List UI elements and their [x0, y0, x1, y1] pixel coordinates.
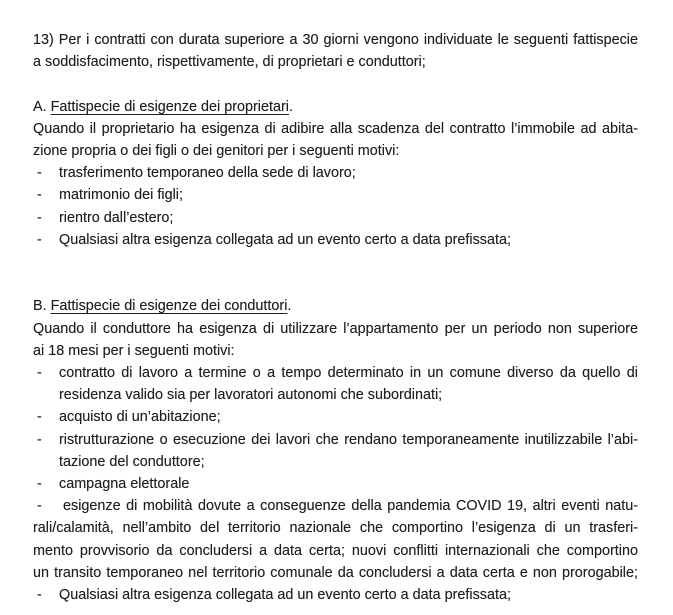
bullet-dash: -	[37, 231, 42, 248]
paragraph-line: 13) Per i contratti con durata superiore a 30 giorni vengono individuate le seguenti fattispecie	[33, 32, 638, 48]
document-content	[33, 29, 638, 606]
section-heading	[33, 96, 638, 118]
bullet-dash: -	[37, 365, 42, 382]
bullet-text: rientro dall’estero;	[59, 209, 174, 226]
paragraph-line: ai 18 mesi per i seguenti motivi:	[33, 342, 235, 359]
paragraph-gap	[33, 251, 638, 295]
paragraph-gap	[33, 73, 638, 95]
heading-period: .	[288, 98, 293, 115]
bullet-text: contratto di lavoro a termine o a tempo determinato in un comune diverso da quello di	[59, 365, 638, 382]
bullet-text: acquisto di un’abitazione;	[59, 409, 221, 426]
bullet-text: ristrutturazione o esecuzione dei lavori che rendano temporaneamente inutilizzabile l’abi-	[59, 431, 638, 448]
bullet-item	[33, 229, 638, 251]
paragraph-line: Quando il proprietario ha esigenza di adibire alla scadenza del contratto l’immobile ad abita-	[33, 120, 638, 137]
paragraph-line: mento provvisorio da concludersi a data certa; nuovi conflitti internazionali che comportino	[33, 542, 638, 559]
bullet-text: trasferimento temporaneo della sede di lavoro;	[59, 165, 356, 182]
bullet-dash: -	[37, 431, 42, 448]
bullet-item	[33, 362, 638, 384]
paragraph-line: Quando il conduttore ha esigenza di utilizzare l’appartamento per un periodo non superiore	[33, 320, 638, 337]
paragraph-line: a soddisfacimento, rispettivamente, di proprietari e conduttori;	[33, 54, 426, 71]
bullet-dash: -	[37, 587, 42, 604]
bullet-dash: -	[37, 409, 42, 426]
bullet-item	[33, 184, 638, 206]
bullet-item	[33, 406, 638, 428]
paragraph-line: rali/calamità, nell’ambito del territorio nazionale che comportino l’esigenza di un trasferi-	[33, 520, 638, 537]
bullet-item	[33, 495, 638, 517]
bullet-continuation-line: residenza valido sia per lavoratori autonomi che subordinati;	[59, 387, 443, 404]
heading-title-underlined: Fattispecie di esigenze dei proprietari	[50, 98, 289, 115]
bullet-text: campagna elettorale	[59, 476, 190, 493]
paragraph-line: zione propria o dei figli o dei genitori per i seguenti motivi:	[33, 143, 400, 159]
heading-letter: B.	[33, 298, 51, 315]
heading-title-underlined: Fattispecie di esigenze dei conduttori	[50, 298, 288, 315]
bullet-text: esigenze di mobilità dovute a conseguenze della pandemia COVID 19, altri eventi natu-	[63, 498, 638, 515]
bullet-item	[33, 473, 638, 495]
bullet-item	[33, 429, 638, 451]
bullet-dash: -	[37, 498, 42, 515]
bullet-dash: -	[37, 209, 42, 226]
bullet-text: Qualsiasi altra esigenza collegata ad un evento certo a data prefissata;	[59, 231, 511, 248]
heading-letter: A.	[33, 98, 51, 115]
bullet-continuation-line: tazione del conduttore;	[59, 453, 205, 470]
bullet-item	[33, 207, 638, 229]
bullet-dash: -	[37, 165, 42, 182]
section-heading	[33, 295, 638, 317]
bullet-dash: -	[37, 187, 42, 204]
bullet-dash: -	[37, 476, 42, 493]
heading-period: .	[287, 298, 292, 315]
bullet-item	[33, 584, 638, 606]
bullet-text: matrimonio dei figli;	[59, 187, 183, 204]
paragraph-line: un transito temporaneo nel territorio comunale da concludersi a data certa e non prorogabile;	[33, 564, 638, 581]
bullet-text: Qualsiasi altra esigenza collegata ad un evento certo a data prefissata;	[59, 587, 511, 604]
bullet-item	[33, 162, 638, 184]
